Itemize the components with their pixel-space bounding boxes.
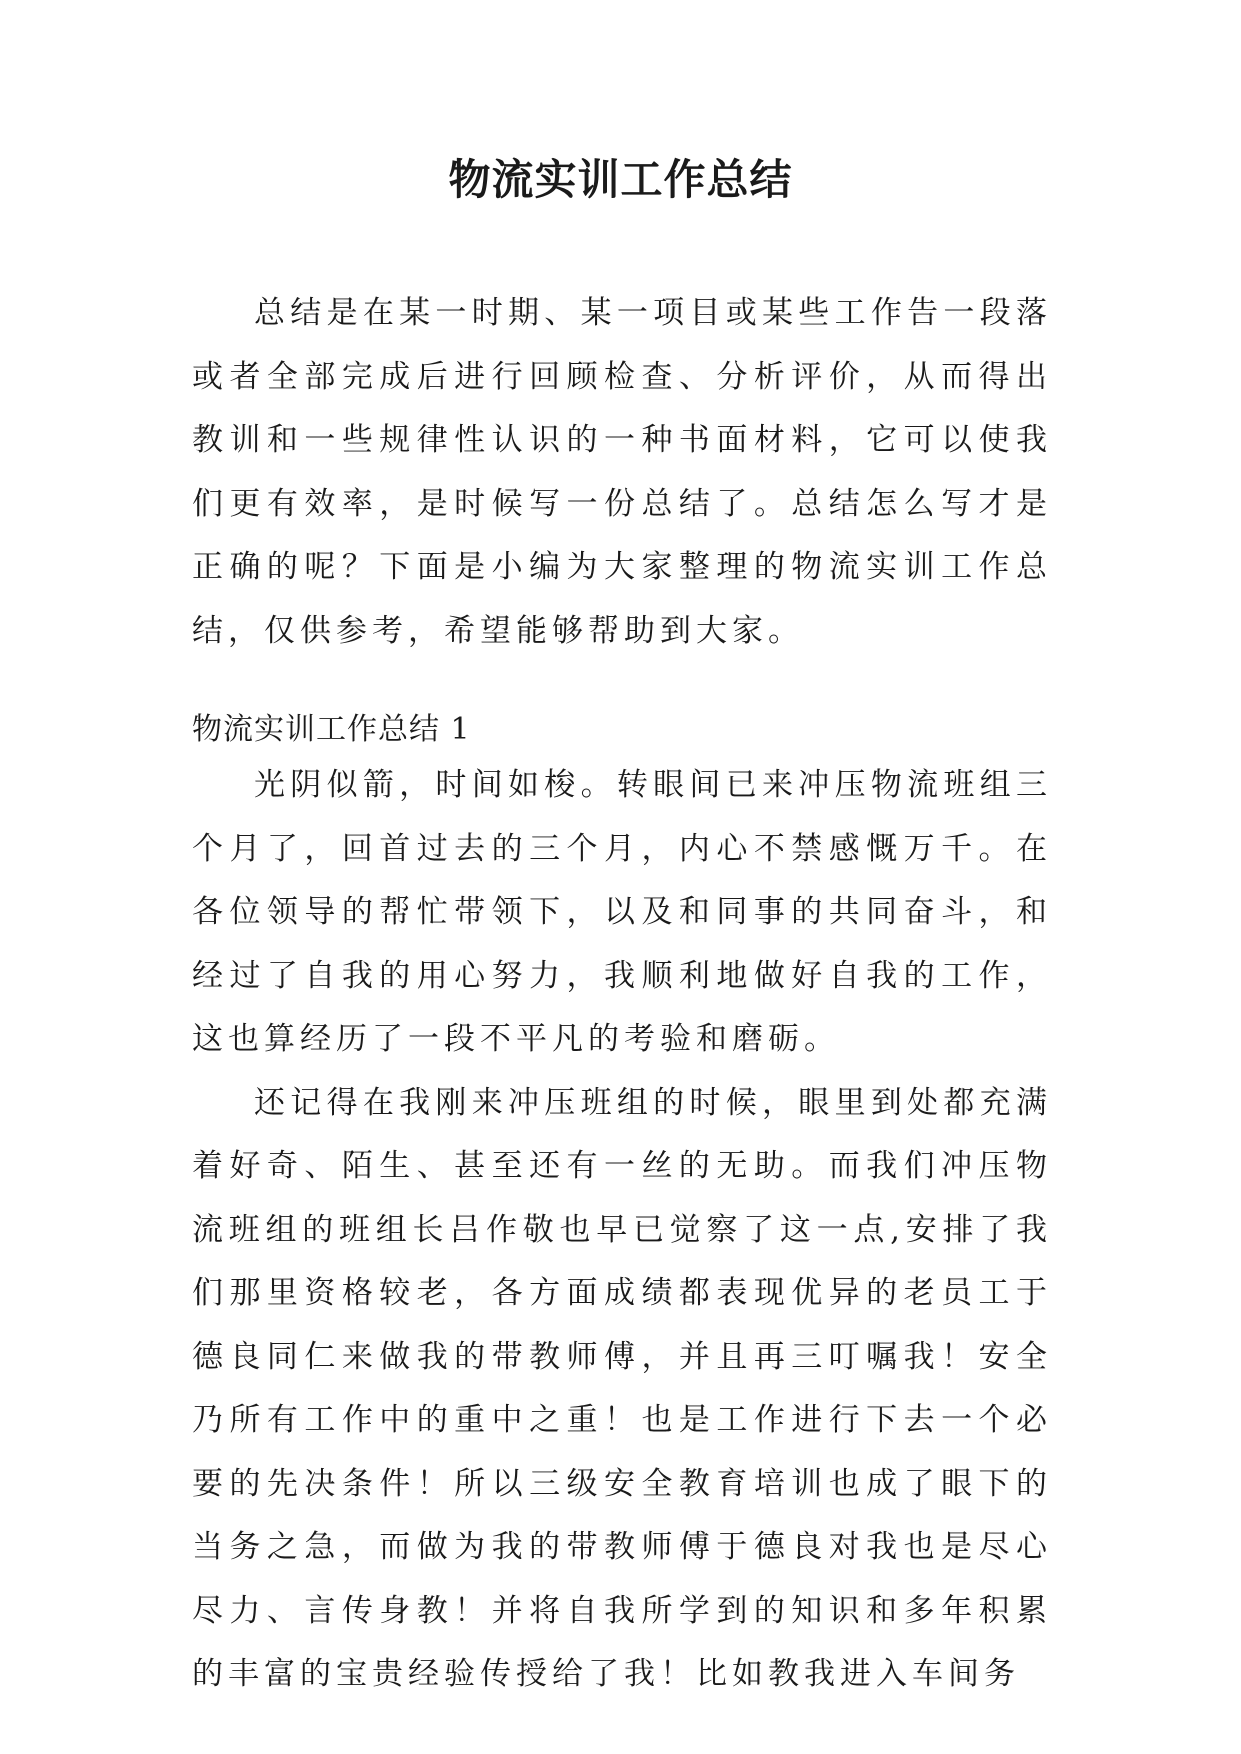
section-paragraph-2: 还记得在我刚来冲压班组的时候，眼里到处都充满着好奇、陌生、甚至还有一丝的无助。而我们冲压物流班组的班组长吕作敬也早已觉察了这一点,安排了我们那里资格较老，各方面成绩都表现优异的老员工于德良同仁来做我的带教师傅，并且再三叮嘱我！安全乃所有工作中的重中之重！也是工作进行下去一个必要的先决条件！所以三级安全教育培训也成了眼下的当务之急，而做为我的带教师傅于德良对我也是尽心尽力、言传身教！并将自我所学到的知识和多年积累的丰富的宝贵经验传授给了我！比如教我进入车间务 <box>192 1084 1052 1692</box>
section-body <box>192 754 1052 1707</box>
intro-paragraph-block <box>192 282 1052 663</box>
section-paragraph-1: 光阴似箭，时间如梭。转眼间已来冲压物流班组三个月了，回首过去的三个月，内心不禁感慨万千。在各位领导的帮忙带领下，以及和同事的共同奋斗，和经过了自我的用心努力，我顺利地做好自我的工作，这也算经历了一段不平凡的考验和磨砺。 <box>192 767 1052 1057</box>
section-heading: 物流实训工作总结 1 <box>192 712 471 747</box>
document-title: 物流实训工作总结 <box>448 155 793 204</box>
intro-paragraph: 总结是在某一时期、某一项目或某些工作告一段落或者全部完成后进行回顾检查、分析评价，从而得出教训和一些规律性认识的一种书面材料，它可以使我们更有效率，是时候写一份总结了。总结怎么写才是正确的呢？下面是小编为大家整理的物流实训工作总结，仅供参考，希望能够帮助到大家。 <box>192 295 1052 649</box>
